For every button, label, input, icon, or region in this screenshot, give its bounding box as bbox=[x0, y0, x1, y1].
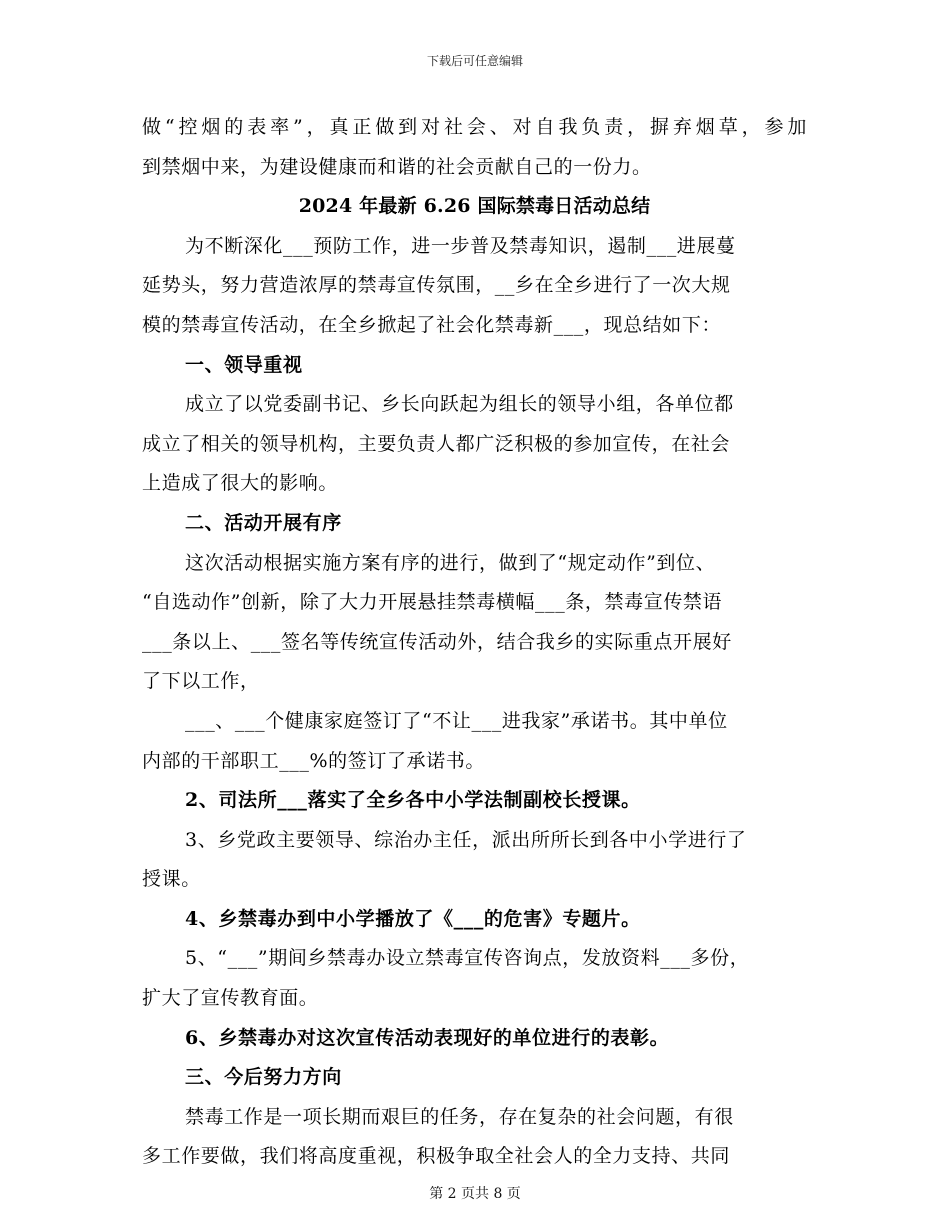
paragraph-line: ___条以上、___签名等传统宣传活动外，结合我乡的实际重点开展好 bbox=[142, 630, 732, 653]
paragraph-line: 多工作要做，我们将高度重视，积极争取全社会人的全力支持、共同 bbox=[142, 1145, 731, 1168]
list-item: 3、乡党政主要领导、综治办主任，派出所所长到各中小学进行了 bbox=[185, 828, 747, 851]
page-header: 下载后可任意编辑 bbox=[426, 54, 523, 68]
list-item: 2、司法所___落实了全乡各中小学法制副校长授课。 bbox=[185, 789, 641, 812]
paragraph-line: 延势头，努力营造浓厚的禁毒宣传氛围，__乡在全乡进行了一次大规 bbox=[142, 274, 731, 297]
paragraph-line: 成立了相关的领导机构，主要负责人都广泛积极的参加宣传，在社会 bbox=[142, 432, 731, 455]
paragraph-line: 了下以工作， bbox=[142, 670, 260, 693]
paragraph-line: 上造成了很大的影响。 bbox=[142, 472, 339, 495]
paragraph-line: 这次活动根据实施方案有序的进行，做到了“规定动作”到位、 bbox=[185, 551, 716, 574]
paragraph-line: “自选动作”创新，除了大力开展悬挂禁毒横幅___条，禁毒宣传禁语 bbox=[142, 591, 723, 614]
paragraph-line: 禁毒工作是一项长期而艰巨的任务，存在复杂的社会问题，有很 bbox=[185, 1105, 734, 1128]
section-heading: 二、活动开展有序 bbox=[185, 511, 342, 534]
paragraph-line: 扩大了宣传教育面。 bbox=[142, 987, 319, 1010]
section-heading: 三、今后努力方向 bbox=[185, 1066, 342, 1089]
document-title: 2024 年最新 6.26 国际禁毒日活动总结 bbox=[298, 195, 651, 218]
paragraph-line: 模的禁毒宣传活动，在全乡掀起了社会化禁毒新___，现总结如下： bbox=[142, 313, 722, 336]
paragraph-line: 为不断深化___预防工作，进一步普及禁毒知识，遏制___进展蔓 bbox=[185, 234, 736, 257]
section-heading: 一、领导重视 bbox=[185, 353, 303, 376]
paragraph-line: 成立了以党委副书记、乡长向跃起为组长的领导小组，各单位都 bbox=[185, 393, 734, 416]
paragraph-line: 内部的干部职工___%的签订了承诺书。 bbox=[142, 749, 485, 772]
paragraph-line: 授课。 bbox=[142, 868, 201, 891]
paragraph-line: 到禁烟中来，为建设健康而和谐的社会贡献自己的一份力。 bbox=[142, 155, 652, 178]
list-item: 6、乡禁毒办对这次宣传活动表现好的单位进行的表彰。 bbox=[185, 1026, 670, 1049]
page-footer: 第 2 页共 8 页 bbox=[429, 1186, 521, 1202]
document-body bbox=[142, 108, 807, 1177]
list-item: 4、乡禁毒办到中小学播放了《___的危害》专题片。 bbox=[185, 907, 641, 930]
paragraph-line: 做“控烟的表率”，真正做到对社会、对自我负责，摒弃烟草，参加 bbox=[142, 116, 807, 138]
paragraph-line: ___、___个健康家庭签订了“不让___进我家”承诺书。其中单位 bbox=[185, 709, 728, 732]
list-item: 5、“___”期间乡禁毒办设立禁毒宣传咨询点，发放资料___多份， bbox=[185, 947, 750, 970]
